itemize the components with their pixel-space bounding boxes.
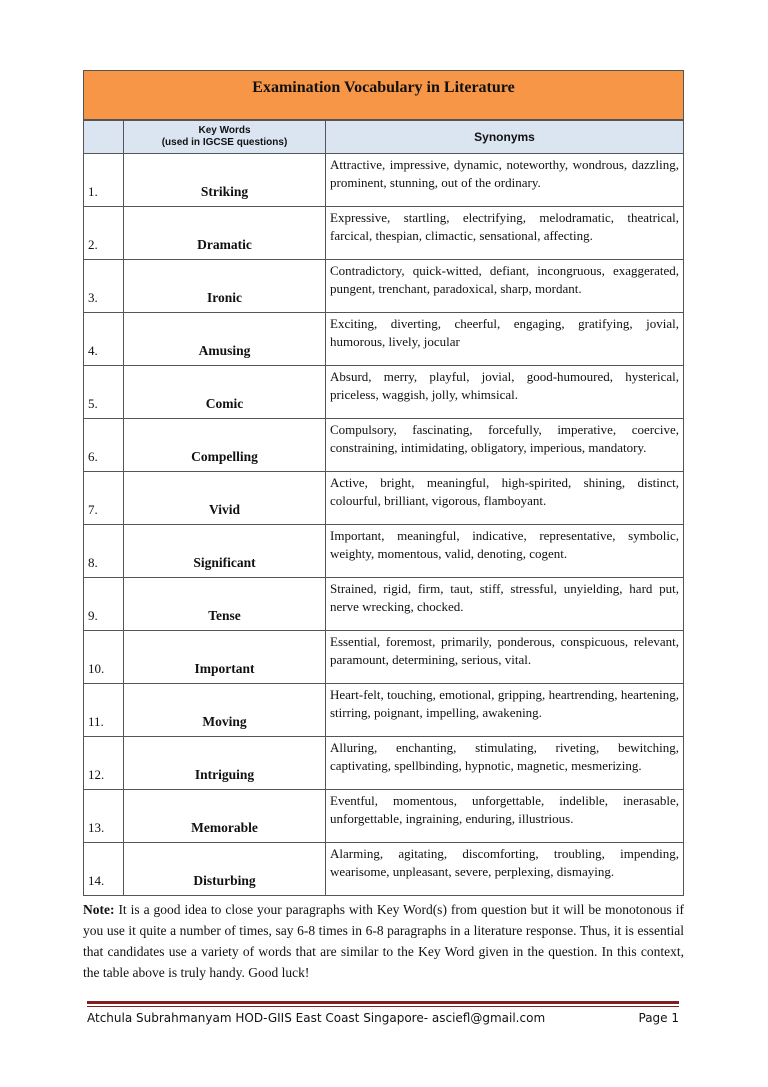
row-number: 1. — [84, 154, 124, 207]
vocabulary-table — [83, 120, 684, 896]
footer-page-number: Page 1 — [638, 1011, 679, 1025]
synonyms-text: Alarming, agitating, discomforting, troubling, impending, wearisome, unpleasant, severe, perplexing, dismaying. — [326, 843, 684, 896]
table-row — [84, 578, 684, 631]
row-number: 4. — [84, 313, 124, 366]
table-row — [84, 472, 684, 525]
key-word: Vivid — [124, 472, 326, 525]
synonyms-text: Heart-felt, touching, emotional, gripping, heartrending, heartening, stirring, poignant, impelling, awakening. — [326, 684, 684, 737]
row-number: 13. — [84, 790, 124, 843]
table-title: Examination Vocabulary in Literature — [83, 70, 684, 120]
row-number: 3. — [84, 260, 124, 313]
synonyms-text: Absurd, merry, playful, jovial, good-humoured, hysterical, priceless, waggish, jolly, whimsical. — [326, 366, 684, 419]
synonyms-text: Compulsory, fascinating, forcefully, imperative, coercive, constraining, intimidating, obligatory, imperious, mandatory. — [326, 419, 684, 472]
synonyms-text: Eventful, momentous, unforgettable, indelible, inerasable, unforgettable, ingraining, enduring, illustrious. — [326, 790, 684, 843]
table-row — [84, 419, 684, 472]
key-word: Compelling — [124, 419, 326, 472]
row-number: 5. — [84, 366, 124, 419]
key-word: Moving — [124, 684, 326, 737]
table-row — [84, 260, 684, 313]
key-word: Significant — [124, 525, 326, 578]
table-row — [84, 684, 684, 737]
key-word: Tense — [124, 578, 326, 631]
table-row — [84, 313, 684, 366]
table-header-row — [84, 121, 684, 154]
key-word: Dramatic — [124, 207, 326, 260]
synonyms-text: Active, bright, meaningful, high-spirited, shining, distinct, colourful, brilliant, vigorous, flamboyant. — [326, 472, 684, 525]
synonyms-text: Strained, rigid, firm, taut, stiff, stressful, unyielding, hard put, nerve wrecking, chocked. — [326, 578, 684, 631]
table-row — [84, 154, 684, 207]
header-number-cell — [84, 121, 124, 154]
header-key-words — [124, 121, 326, 154]
synonyms-text: Expressive, startling, electrifying, melodramatic, theatrical, farcical, thespian, climactic, sensational, affecting. — [326, 207, 684, 260]
key-word: Intriguing — [124, 737, 326, 790]
table-row — [84, 843, 684, 896]
key-word: Important — [124, 631, 326, 684]
key-word: Comic — [124, 366, 326, 419]
row-number: 7. — [84, 472, 124, 525]
synonyms-text: Essential, foremost, primarily, ponderous, conspicuous, relevant, paramount, determining, serious, vital. — [326, 631, 684, 684]
synonyms-text: Important, meaningful, indicative, representative, symbolic, weighty, momentous, valid, denoting, cogent. — [326, 525, 684, 578]
row-number: 12. — [84, 737, 124, 790]
note-paragraph — [83, 899, 684, 983]
synonyms-text: Exciting, diverting, cheerful, engaging, gratifying, jovial, humorous, lively, jocular — [326, 313, 684, 366]
key-word: Striking — [124, 154, 326, 207]
footer-rule-thick — [87, 1001, 679, 1004]
key-word: Ironic — [124, 260, 326, 313]
table-row — [84, 790, 684, 843]
row-number: 8. — [84, 525, 124, 578]
row-number: 14. — [84, 843, 124, 896]
synonyms-text: Attractive, impressive, dynamic, noteworthy, wondrous, dazzling, prominent, stunning, out of the ordinary. — [326, 154, 684, 207]
table-row — [84, 737, 684, 790]
footer-author: Atchula Subrahmanyam HOD-GIIS East Coast Singapore- asciefl@gmail.com — [87, 1011, 546, 1025]
row-number: 9. — [84, 578, 124, 631]
header-synonyms: Synonyms — [326, 121, 684, 154]
note-text: It is a good idea to close your paragraphs with Key Word(s) from question but it will be monotonous if you use it quite a number of times, say 6-8 times in 6-8 paragraphs in a literature response. Thus, it is essential that candidates use a variety of words that are similar to the Key Word given in the question. In this context, the table above is truly handy. Good luck! — [83, 902, 684, 980]
synonyms-text: Contradictory, quick-witted, defiant, incongruous, exaggerated, pungent, trenchant, paradoxical, sharp, mordant. — [326, 260, 684, 313]
table-row — [84, 525, 684, 578]
header-key-words-subtitle: (used in IGCSE questions) — [161, 137, 288, 148]
table-body — [84, 154, 684, 896]
note-label: Note: — [83, 902, 115, 917]
row-number: 2. — [84, 207, 124, 260]
footer-rule-thin — [87, 1006, 679, 1007]
key-word: Amusing — [124, 313, 326, 366]
key-word: Disturbing — [124, 843, 326, 896]
table-row — [84, 631, 684, 684]
row-number: 11. — [84, 684, 124, 737]
table-row — [84, 366, 684, 419]
row-number: 6. — [84, 419, 124, 472]
synonyms-text: Alluring, enchanting, stimulating, riveting, bewitching, captivating, spellbinding, hypnotic, magnetic, mesmerizing. — [326, 737, 684, 790]
table-row — [84, 207, 684, 260]
row-number: 10. — [84, 631, 124, 684]
header-key-words-title: Key Words — [198, 125, 251, 136]
document-page — [83, 70, 684, 983]
key-word: Memorable — [124, 790, 326, 843]
